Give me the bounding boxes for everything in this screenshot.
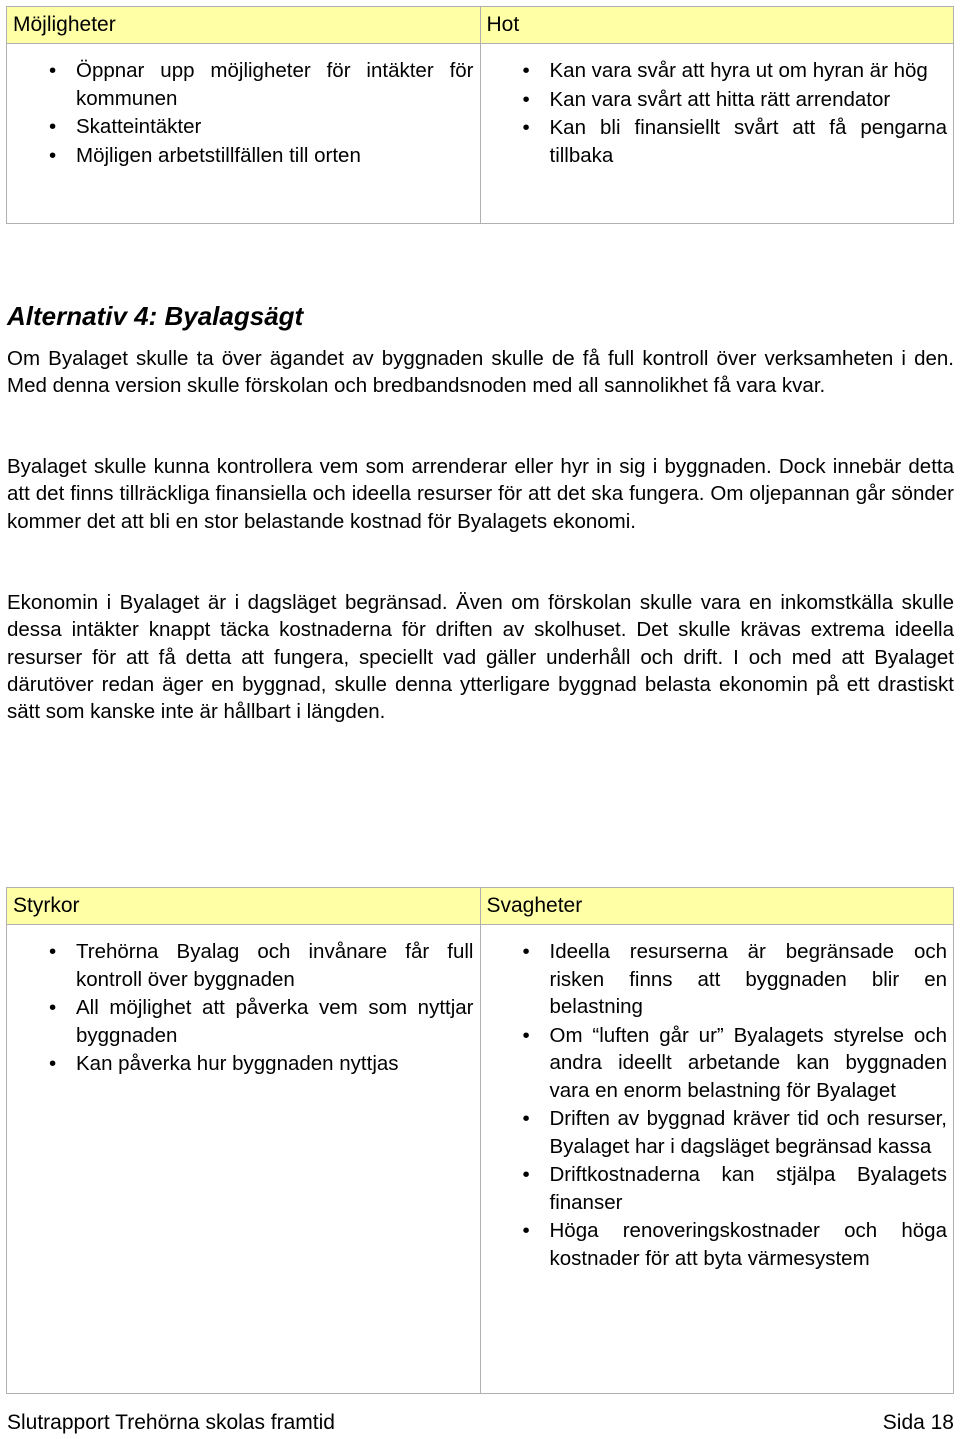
body-paragraph: Ekonomin i Byalaget är i dagsläget begränsad. Även om förskolan skulle vara en inkomstkälla skulle dessa intäkter knappt täcka kostnaderna för driften av skolhuset. Det skulle krävas extrema ideella resurser för att få detta att fungera, speciellt vad gäller underhåll och drift. I och med att Byalaget därutöver redan äger en byggnad, skulle denna ytterligare byggnad belasta ekonomin på ett drastiskt sätt som kanske inte är hållbart i längden. xyxy=(7,591,954,724)
section-title: Alternativ 4: Byalagsägt xyxy=(7,301,304,331)
opportunities-list xyxy=(7,57,480,169)
list-item: • Höga renoveringskostnader och höga kostnader för att byta värmesystem xyxy=(481,1217,954,1272)
list-item: • Öppnar upp möjligheter för intäkter för kommunen xyxy=(7,57,480,112)
body-paragraph: Om Byalaget skulle ta över ägandet av byggnaden skulle de få full kontroll över verksamheten i den. Med denna version skulle förskolan och bredbandsnoden med all sannolikhet få vara kvar. xyxy=(7,347,954,398)
threats-list xyxy=(481,57,954,169)
footer-title: Slutrapport Trehörna skolas framtid xyxy=(7,1411,335,1434)
opportunities-threats-table xyxy=(6,6,954,224)
weaknesses-list xyxy=(481,938,954,1272)
opportunities-cell xyxy=(7,44,481,224)
strengths-header: Styrkor xyxy=(7,888,481,925)
weaknesses-cell xyxy=(480,925,954,1394)
list-item: • Kan vara svårt att hitta rätt arrendator xyxy=(481,86,954,114)
list-item: • Kan påverka hur byggnaden nyttjas xyxy=(7,1050,480,1078)
strengths-list xyxy=(7,938,480,1078)
list-item: • Kan vara svår att hyra ut om hyran är hög xyxy=(481,57,954,85)
list-item: • All möjlighet att påverka vem som nyttjar byggnaden xyxy=(7,994,480,1049)
threats-header: Hot xyxy=(480,7,954,44)
list-item: • Möjligen arbetstillfällen till orten xyxy=(7,142,480,170)
list-item: • Skatteintäkter xyxy=(7,113,480,141)
list-item: • Ideella resurserna är begränsade och risken finns att byggnaden blir en belastning xyxy=(481,938,954,1021)
page-number: Sida 18 xyxy=(882,1411,954,1434)
list-item: • Kan bli finansiellt svårt att få pengarna tillbaka xyxy=(481,114,954,169)
opportunities-header: Möjligheter xyxy=(7,7,481,44)
strengths-weaknesses-table xyxy=(6,887,954,1394)
list-item: • Om “luften går ur” Byalagets styrelse och andra ideellt arbetande kan byggnaden vara en enorm belastning för Byalaget xyxy=(481,1022,954,1105)
page-footer xyxy=(7,1411,954,1435)
threats-cell xyxy=(480,44,954,224)
list-item: • Driften av byggnad kräver tid och resurser, Byalaget har i dagsläget begränsad kassa xyxy=(481,1105,954,1160)
strengths-cell xyxy=(7,925,481,1394)
body-paragraph: Byalaget skulle kunna kontrollera vem som arrenderar eller hyr in sig i byggnaden. Dock innebär detta att det finns tillräckliga finansiella och ideella resurser för att det ska fungera. Om oljepannan går sönder kommer det att bli en stor belastande kostnad för Byalagets ekonomi. xyxy=(7,455,954,533)
list-item: • Trehörna Byalag och invånare får full kontroll över byggnaden xyxy=(7,938,480,993)
list-item: • Driftkostnaderna kan stjälpa Byalagets finanser xyxy=(481,1161,954,1216)
weaknesses-header: Svagheter xyxy=(480,888,954,925)
